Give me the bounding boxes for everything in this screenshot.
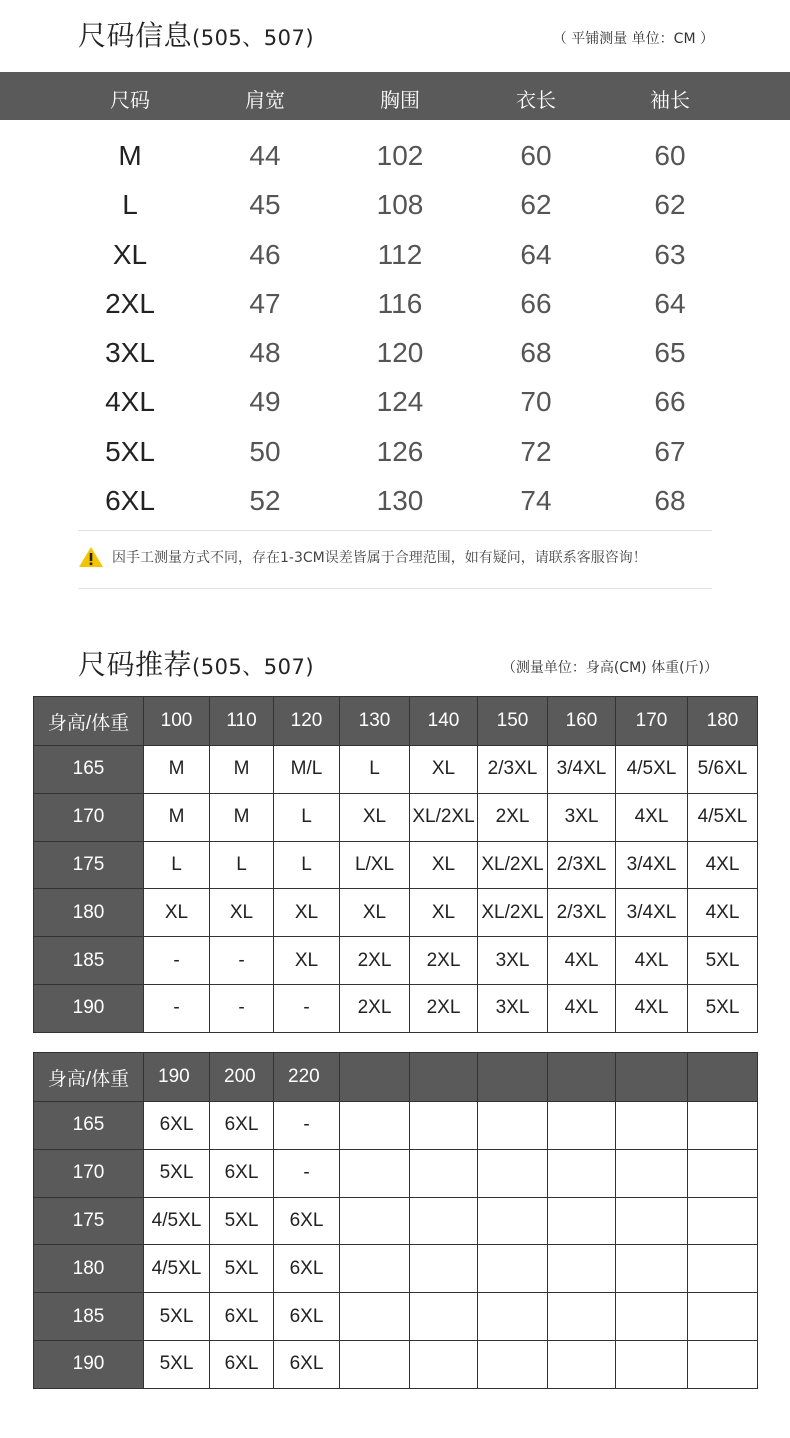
size-header-cell: 袖长	[650, 88, 690, 112]
size-cell: 2XL	[478, 793, 548, 841]
size-cell: 4XL	[548, 937, 616, 985]
size-cell: 4XL	[616, 937, 688, 985]
corner-cell: 身高/体重	[34, 1053, 144, 1102]
height-header-cell: 170	[34, 793, 144, 841]
size-value: 68	[520, 337, 552, 369]
size-cell: 6XL	[210, 1340, 274, 1388]
size-header-cell: 衣长	[516, 88, 556, 112]
size-cell	[340, 1340, 410, 1388]
size-cell: 4XL	[548, 984, 616, 1032]
size-info-title-text: 尺码信息	[78, 19, 193, 52]
size-table-header	[0, 72, 790, 120]
size-cell	[616, 1197, 688, 1245]
size-cell	[548, 1245, 616, 1293]
size-cell: 2XL	[340, 937, 410, 985]
size-cell	[548, 1102, 616, 1150]
size-cell	[616, 1293, 688, 1341]
table-row	[34, 889, 758, 937]
table-header-row	[34, 1053, 758, 1102]
size-cell: 2/3XL	[478, 746, 548, 794]
size-cell: XL	[340, 793, 410, 841]
size-cell: XL	[210, 889, 274, 937]
size-value: 124	[376, 386, 424, 418]
table-row	[34, 1197, 758, 1245]
size-cell	[616, 1102, 688, 1150]
size-cell	[478, 1293, 548, 1341]
size-cell	[340, 1245, 410, 1293]
size-value: 46	[249, 238, 281, 270]
table-header-row	[34, 697, 758, 746]
size-value: 45	[249, 189, 281, 221]
size-cell: 4/5XL	[688, 793, 758, 841]
table-row	[34, 793, 758, 841]
size-cell: L	[274, 841, 340, 889]
size-cell	[548, 1197, 616, 1245]
size-row	[0, 181, 790, 230]
size-cell	[340, 1293, 410, 1341]
table-row	[34, 1102, 758, 1150]
size-cell: -	[274, 984, 340, 1032]
size-cell: 4XL	[616, 793, 688, 841]
size-header-cell: 尺码	[110, 88, 150, 112]
height-header-cell: 190	[34, 1340, 144, 1388]
size-row	[0, 280, 790, 329]
size-value: 102	[376, 140, 424, 171]
height-header-cell: 180	[34, 1245, 144, 1293]
size-value: 67	[654, 435, 686, 467]
size-cell: -	[144, 937, 210, 985]
size-value: 48	[249, 337, 281, 369]
size-cell	[410, 1197, 478, 1245]
size-label: XL	[112, 238, 148, 270]
recommend-title-suffix: (505、507)	[192, 655, 315, 679]
size-cell: 5/6XL	[688, 746, 758, 794]
size-cell: XL	[340, 889, 410, 937]
size-value: 62	[520, 189, 552, 221]
size-value: 44	[249, 140, 281, 171]
size-cell	[478, 1149, 548, 1197]
size-value: 64	[520, 238, 552, 270]
size-cell	[410, 1149, 478, 1197]
weight-header-cell: 120	[274, 697, 340, 746]
weight-header-cell: 100	[144, 697, 210, 746]
size-value: 62	[654, 189, 686, 221]
weight-header-cell: 140	[410, 697, 478, 746]
size-cell: -	[274, 1102, 340, 1150]
weight-header-cell	[340, 1053, 410, 1102]
size-value: 126	[376, 435, 424, 467]
size-row	[0, 329, 790, 378]
weight-header-cell	[548, 1053, 616, 1102]
height-header-cell: 185	[34, 1293, 144, 1341]
corner-cell: 身高/体重	[34, 697, 144, 746]
size-value: 108	[376, 189, 424, 221]
size-cell: 6XL	[210, 1149, 274, 1197]
weight-header-cell: 130	[340, 697, 410, 746]
table-row	[34, 841, 758, 889]
size-cell	[548, 1340, 616, 1388]
size-cell: 2XL	[410, 984, 478, 1032]
size-cell	[410, 1245, 478, 1293]
size-label: M	[118, 140, 142, 171]
size-cell: 2XL	[340, 984, 410, 1032]
size-cell: L	[340, 746, 410, 794]
size-cell	[616, 1245, 688, 1293]
weight-header-cell	[688, 1053, 758, 1102]
size-info-note: （ 平铺测量 单位：CM ）	[552, 31, 714, 47]
size-cell: 3/4XL	[616, 889, 688, 937]
size-cell: 6XL	[144, 1102, 210, 1150]
size-cell	[340, 1102, 410, 1150]
size-row	[0, 428, 790, 477]
size-cell	[688, 1293, 758, 1341]
size-cell: M	[210, 793, 274, 841]
size-cell: 5XL	[144, 1293, 210, 1341]
height-header-cell: 190	[34, 984, 144, 1032]
size-cell: 3XL	[548, 793, 616, 841]
size-header-cell: 胸围	[380, 88, 420, 112]
size-value: 130	[376, 485, 424, 517]
size-value: 60	[520, 140, 552, 171]
weight-header-cell: 220	[274, 1053, 340, 1102]
size-value: 60	[654, 140, 686, 171]
recommend-title-text: 尺码推荐	[78, 648, 193, 681]
recommend-note: （测量单位：身高(CM) 体重(斤)）	[501, 660, 718, 676]
size-value: 120	[376, 337, 424, 369]
size-label: 6XL	[105, 485, 155, 517]
height-header-cell: 165	[34, 746, 144, 794]
table-row	[34, 1245, 758, 1293]
size-cell: L	[210, 841, 274, 889]
measurement-warning	[78, 546, 647, 568]
size-cell: XL	[274, 889, 340, 937]
size-cell	[478, 1340, 548, 1388]
weight-header-cell: 160	[548, 697, 616, 746]
size-cell	[548, 1293, 616, 1341]
size-cell: -	[210, 937, 274, 985]
size-cell: 6XL	[274, 1197, 340, 1245]
weight-header-cell: 170	[616, 697, 688, 746]
size-label: L	[122, 189, 138, 221]
size-cell: 4/5XL	[616, 746, 688, 794]
size-cell: 5XL	[144, 1340, 210, 1388]
size-cell: M	[144, 793, 210, 841]
size-header-cell: 肩宽	[245, 88, 285, 112]
size-cell	[688, 1340, 758, 1388]
size-value: 63	[654, 238, 686, 270]
height-header-cell: 175	[34, 1197, 144, 1245]
size-cell: L	[274, 793, 340, 841]
size-cell: 6XL	[274, 1340, 340, 1388]
size-cell: L	[144, 841, 210, 889]
size-label: 2XL	[105, 287, 155, 319]
size-cell	[688, 1245, 758, 1293]
height-header-cell: 165	[34, 1102, 144, 1150]
size-value: 47	[249, 287, 281, 319]
table-row	[34, 1149, 758, 1197]
size-cell: 5XL	[688, 984, 758, 1032]
size-value: 74	[520, 485, 552, 517]
size-cell: 5XL	[210, 1245, 274, 1293]
size-cell: 4/5XL	[144, 1245, 210, 1293]
size-cell	[410, 1340, 478, 1388]
size-cell: XL	[274, 937, 340, 985]
size-cell: XL/2XL	[410, 793, 478, 841]
weight-header-cell	[616, 1053, 688, 1102]
height-header-cell: 185	[34, 937, 144, 985]
size-info-title-suffix: (505、507)	[192, 26, 315, 50]
size-table-body	[0, 132, 790, 526]
size-value: 65	[654, 337, 686, 369]
size-cell	[688, 1149, 758, 1197]
size-cell: 3XL	[478, 937, 548, 985]
size-value: 68	[654, 485, 686, 517]
height-header-cell: 170	[34, 1149, 144, 1197]
size-label: 3XL	[105, 337, 155, 369]
size-cell	[340, 1149, 410, 1197]
size-value: 70	[520, 386, 552, 418]
size-cell	[410, 1293, 478, 1341]
size-label: 4XL	[105, 386, 155, 418]
table-row	[34, 1293, 758, 1341]
size-cell: 6XL	[274, 1293, 340, 1341]
size-cell: L/XL	[340, 841, 410, 889]
recommend-table-1	[33, 696, 758, 1033]
size-cell	[548, 1149, 616, 1197]
size-cell: 4XL	[688, 889, 758, 937]
height-header-cell: 180	[34, 889, 144, 937]
size-value: 52	[249, 485, 281, 517]
size-value: 64	[654, 287, 686, 319]
weight-header-cell: 180	[688, 697, 758, 746]
size-value: 112	[377, 238, 423, 270]
weight-header-cell: 200	[210, 1053, 274, 1102]
weight-header-cell	[410, 1053, 478, 1102]
size-cell: 5XL	[210, 1197, 274, 1245]
size-cell: 2XL	[410, 937, 478, 985]
size-cell: M	[144, 746, 210, 794]
size-cell: M/L	[274, 746, 340, 794]
size-cell: XL/2XL	[478, 889, 548, 937]
size-cell: 5XL	[144, 1149, 210, 1197]
size-cell: M	[210, 746, 274, 794]
size-cell: 6XL	[210, 1293, 274, 1341]
size-cell: 3/4XL	[616, 841, 688, 889]
size-cell: 6XL	[210, 1102, 274, 1150]
height-header-cell: 175	[34, 841, 144, 889]
size-row	[0, 378, 790, 427]
size-value: 72	[520, 435, 552, 467]
size-cell	[340, 1197, 410, 1245]
size-cell: 3XL	[478, 984, 548, 1032]
size-cell: 4XL	[688, 841, 758, 889]
size-cell: 6XL	[274, 1245, 340, 1293]
size-cell	[478, 1102, 548, 1150]
warning-icon	[78, 546, 104, 568]
divider	[78, 530, 712, 531]
size-cell	[688, 1102, 758, 1150]
size-value: 66	[654, 386, 686, 418]
size-cell: XL	[144, 889, 210, 937]
size-value: 66	[520, 287, 552, 319]
divider	[78, 588, 712, 589]
size-row	[0, 132, 790, 181]
size-cell	[478, 1245, 548, 1293]
table-row	[34, 1340, 758, 1388]
size-cell	[616, 1340, 688, 1388]
size-value: 50	[249, 435, 281, 467]
size-cell: XL	[410, 746, 478, 794]
size-row	[0, 477, 790, 526]
weight-header-cell: 150	[478, 697, 548, 746]
size-cell: -	[144, 984, 210, 1032]
size-cell: 3/4XL	[548, 746, 616, 794]
weight-header-cell: 190	[144, 1053, 210, 1102]
size-cell: XL	[410, 889, 478, 937]
size-value: 116	[377, 287, 423, 319]
recommend-table-2	[33, 1052, 758, 1389]
recommend-title	[78, 643, 314, 683]
table-row	[34, 937, 758, 985]
size-cell: 4/5XL	[144, 1197, 210, 1245]
table-row	[34, 746, 758, 794]
size-cell: 2/3XL	[548, 889, 616, 937]
size-cell: -	[210, 984, 274, 1032]
size-cell	[616, 1149, 688, 1197]
size-cell: 4XL	[616, 984, 688, 1032]
size-cell: XL/2XL	[478, 841, 548, 889]
size-info-title	[78, 14, 314, 54]
table-row	[34, 984, 758, 1032]
weight-header-cell: 110	[210, 697, 274, 746]
warning-text: 因手工测量方式不同，存在1-3CM误差皆属于合理范围，如有疑问，请联系客服咨询！	[112, 550, 647, 566]
size-cell	[688, 1197, 758, 1245]
size-value: 49	[249, 386, 281, 418]
size-cell: XL	[410, 841, 478, 889]
size-row	[0, 231, 790, 280]
size-cell	[410, 1102, 478, 1150]
size-label: 5XL	[105, 435, 155, 467]
size-cell: 2/3XL	[548, 841, 616, 889]
size-cell: 5XL	[688, 937, 758, 985]
size-cell	[478, 1197, 548, 1245]
weight-header-cell	[478, 1053, 548, 1102]
size-cell: -	[274, 1149, 340, 1197]
